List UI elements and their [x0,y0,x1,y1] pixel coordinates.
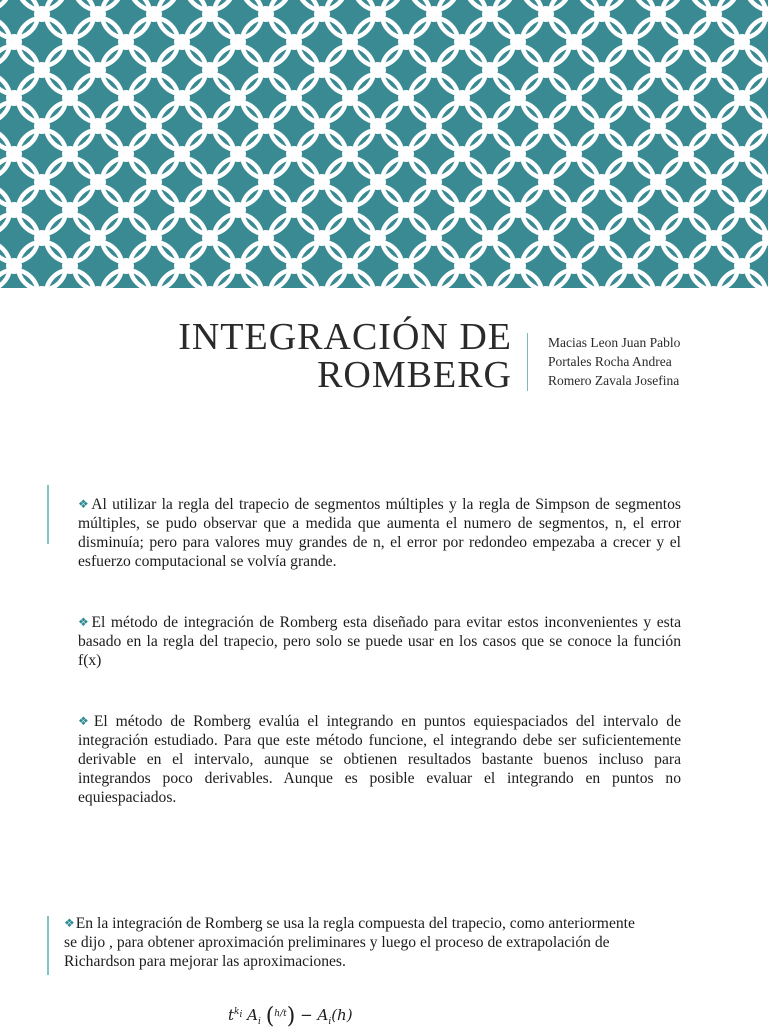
title-line-2: ROMBERG [317,354,512,396]
author-name: Portales Rocha Andrea [548,354,672,369]
author-name: Macias Leon Juan Pablo [548,335,681,350]
paragraph-1 [78,495,681,571]
decorative-pattern-banner [0,0,768,288]
romberg-formula: $t^{k_i}$ $A_i$ $(h/t) - A_i(h)$ [228,1004,353,1029]
paragraph-3 [78,712,681,807]
diamond-bullet-icon: ❖ [78,497,91,511]
paragraph-text: El método de Romberg evalúa el integrando en puntos equiespaciados del intervalo de integración estudiado. Para que este método funcione, el integrando debe ser suficientemente derivable en el intervalo, aunque se obtienen resultados bastante buenos incluso para integrandos poco derivables. Aunque es posible evaluar el integrando en puntos no equiespaciados. [78,713,681,806]
paragraph-text: El método de integración de Romberg esta diseñado para evitar estos inconvenientes y esta basado en la regla del trapecio, pero solo se puede usar en los casos que se conoce la función f(x) [78,614,682,669]
title-line-1: INTEGRACIÓN DE [178,316,512,358]
paragraph-2 [78,613,681,670]
section-accent-bar [47,485,49,544]
author-name: Romero Zavala Josefina [548,373,680,388]
paragraph-text: Al utilizar la regla del trapecio de segmentos múltiples y la regla de Simpson de segmentos múltiples, se pudo observar que a medida que aumenta el numero de segmentos, n, el error disminuía; pero para valores muy grandes de n, el error por redondeo empezaba a crecer y el esfuerzo computacional se volvía grande. [78,496,681,570]
diamond-bullet-icon: ❖ [78,615,91,629]
paragraph-4 [64,914,636,971]
slide-title [120,318,512,394]
circle-pattern-graphic [0,0,768,288]
author-list [548,333,763,390]
diamond-bullet-icon: ❖ [64,916,75,930]
section-accent-bar [47,916,49,975]
title-divider [527,333,528,391]
paragraph-text: En la integración de Romberg se usa la regla compuesta del trapecio, como anteriormente se dijo , para obtener aproximación preliminares y luego el proceso de extrapolación de Richardson para mejorar las aproximaciones. [64,915,635,970]
diamond-bullet-icon: ❖ [78,714,93,728]
